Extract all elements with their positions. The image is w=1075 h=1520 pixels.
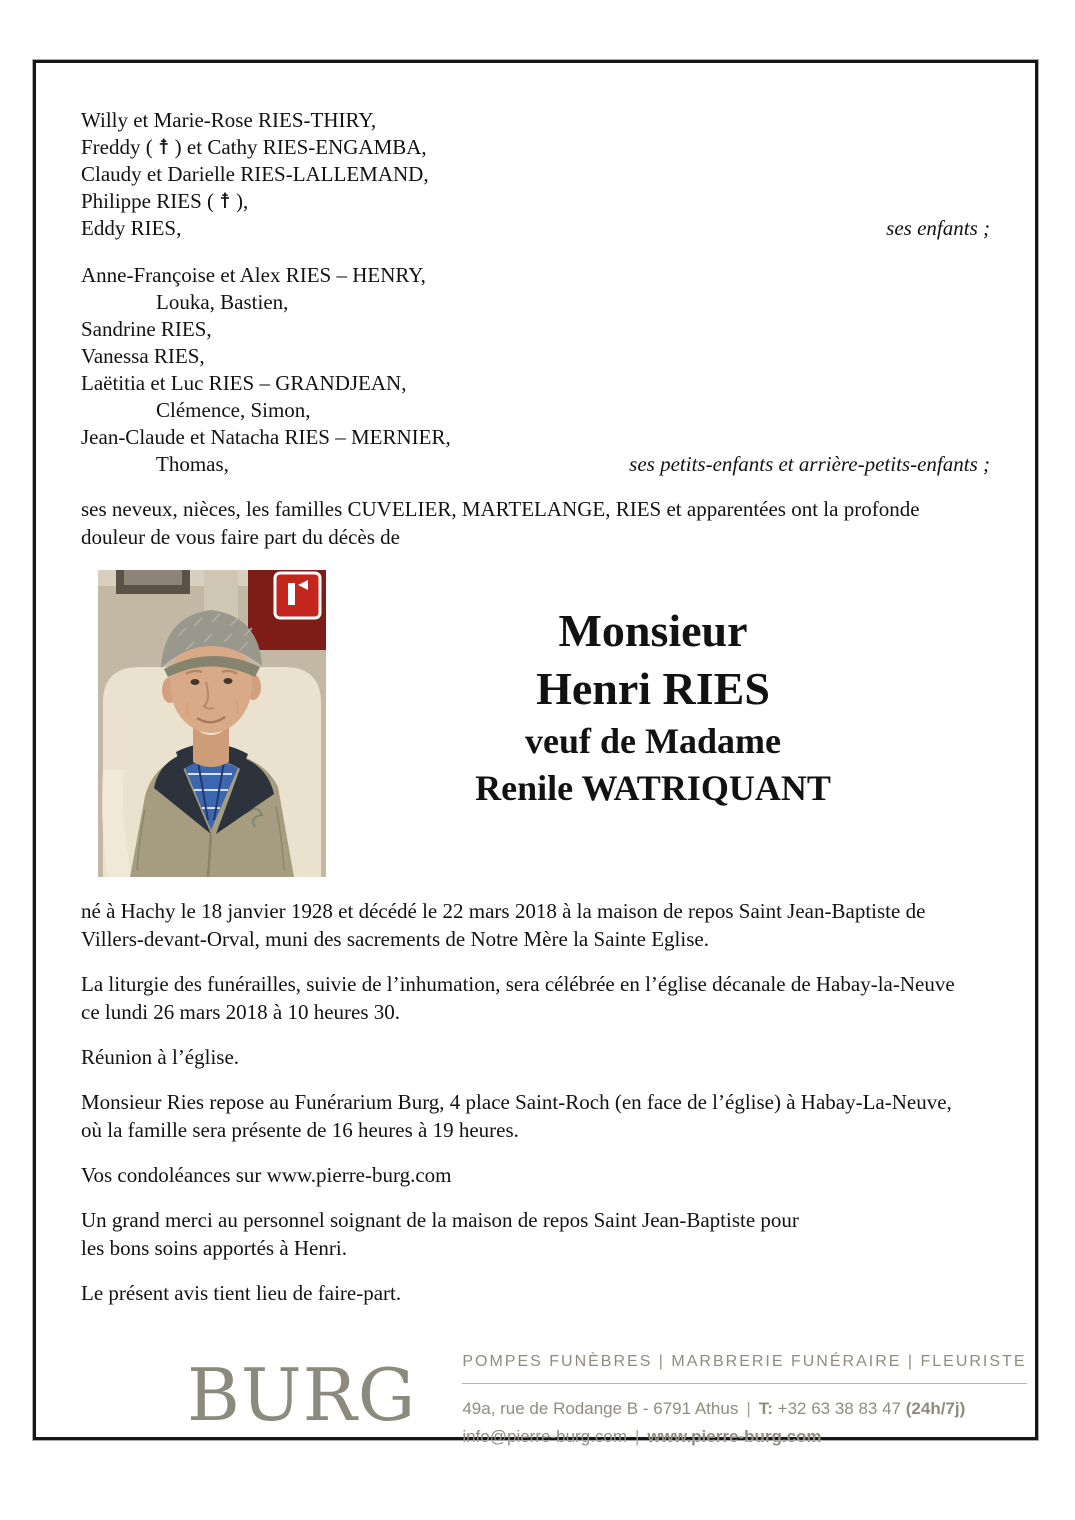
announcement-body bbox=[81, 897, 990, 1307]
grandchildren-list bbox=[81, 262, 990, 478]
funeral-notice-page bbox=[33, 60, 1038, 1446]
deceased-name: Henri RIES bbox=[536, 663, 770, 714]
family-name-line: Vanessa RIES, bbox=[81, 344, 205, 368]
family-name-line: Jean-Claude et Natacha RIES – MERNIER, bbox=[81, 425, 451, 449]
web-line bbox=[462, 1423, 1026, 1451]
family-name-line: Eddy RIES, bbox=[81, 216, 182, 240]
deceased-title: Monsieur bbox=[558, 605, 748, 656]
portrait-photo bbox=[98, 570, 326, 877]
faire-part-paragraph: Le présent avis tient lieu de faire-part. bbox=[81, 1281, 402, 1305]
family-name-line: Claudy et Darielle RIES-LALLEMAND, bbox=[81, 162, 429, 186]
family-name-line: Sandrine RIES, bbox=[81, 317, 212, 341]
burg-logo: BURG bbox=[187, 1353, 417, 1437]
birth-death-paragraph: né à Hachy le 18 janvier 1928 et décédé le 22 mars 2018 à la maison de repos Saint Jean-Baptiste de Villers-devant-Orval, muni des sacrements de Notre Mère la Sainte Eglise. bbox=[81, 899, 926, 951]
condolences-paragraph: Vos condoléances sur www.pierre-burg.com bbox=[81, 1163, 452, 1187]
family-name-line: Anne-Françoise et Alex RIES – HENRY, bbox=[81, 263, 426, 287]
family-name-line: Louka, Bastien, bbox=[156, 290, 289, 314]
address-line bbox=[462, 1395, 1026, 1423]
fire-extinguisher-sign bbox=[248, 570, 326, 650]
intro-paragraph bbox=[81, 495, 990, 551]
street-address: 49a, rue de Rodange B - 6791 Athus bbox=[462, 1399, 739, 1418]
email-address[interactable]: info@pierre-burg.com bbox=[462, 1427, 627, 1446]
intro-line: douleur de vous faire part du décès de bbox=[81, 525, 400, 549]
separator: | bbox=[634, 1427, 640, 1446]
picture-frame-corner bbox=[116, 570, 190, 594]
footer-contact-block bbox=[462, 1345, 1026, 1451]
phone-label: T: bbox=[758, 1399, 773, 1418]
family-name-line: Thomas, bbox=[156, 452, 229, 476]
phone-number[interactable]: +32 63 38 83 47 bbox=[777, 1399, 902, 1418]
website-url[interactable]: www.pierre-burg.com bbox=[647, 1427, 822, 1446]
family-name-line: Freddy ( ☨ ) et Cathy RIES-ENGAMBA, bbox=[81, 135, 427, 159]
children-list bbox=[81, 107, 990, 242]
funeral-home-footer bbox=[187, 1345, 1027, 1451]
intro-line: ses neveux, nièces, les familles CUVELIER, MARTELANGE, RIES et apparentées ont la profonde bbox=[81, 497, 920, 521]
grandchildren-relation-label: ses petits-enfants et arrière-petits-enfants ; bbox=[629, 452, 990, 476]
deceased-title-block bbox=[326, 570, 990, 877]
liturgy-paragraph: La liturgie des funérailles, suivie de l’inhumation, sera célébrée en l’église décanale de Habay-la-Neuve ce lundi 26 mars 2018 à 10 heures 30. bbox=[81, 972, 955, 1024]
widower-line: veuf de Madame bbox=[525, 721, 781, 761]
reunion-paragraph: Réunion à l’église. bbox=[81, 1045, 240, 1069]
funerarium-paragraph: Monsieur Ries repose au Funérarium Burg, 4 place Saint-Roch (en face de l’église) à Habay-La-Neuve, où la famille sera présente de 16 heures à 19 heures. bbox=[81, 1090, 952, 1142]
footer-divider bbox=[462, 1383, 1026, 1384]
family-name-line: Philippe RIES ( ☨ ), bbox=[81, 189, 249, 213]
separator: | bbox=[746, 1399, 751, 1418]
family-name-line: Laëtitia et Luc RIES – GRANDJEAN, bbox=[81, 371, 407, 395]
spouse-name: Renile WATRIQUANT bbox=[475, 768, 831, 808]
opening-hours: (24h/7j) bbox=[905, 1399, 966, 1418]
children-relation-label: ses enfants ; bbox=[886, 216, 990, 240]
thanks-paragraph: Un grand merci au personnel soignant de la maison de repos Saint Jean-Baptiste pour les bons soins apportés à Henri. bbox=[81, 1208, 799, 1260]
services-tagline: POMPES FUNÈBRES | MARBRERIE FUNÉRAIRE | FLEURISTE bbox=[462, 1353, 1027, 1370]
family-name-line: Willy et Marie-Rose RIES-THIRY, bbox=[81, 108, 377, 132]
family-name-line: Clémence, Simon, bbox=[156, 398, 311, 422]
